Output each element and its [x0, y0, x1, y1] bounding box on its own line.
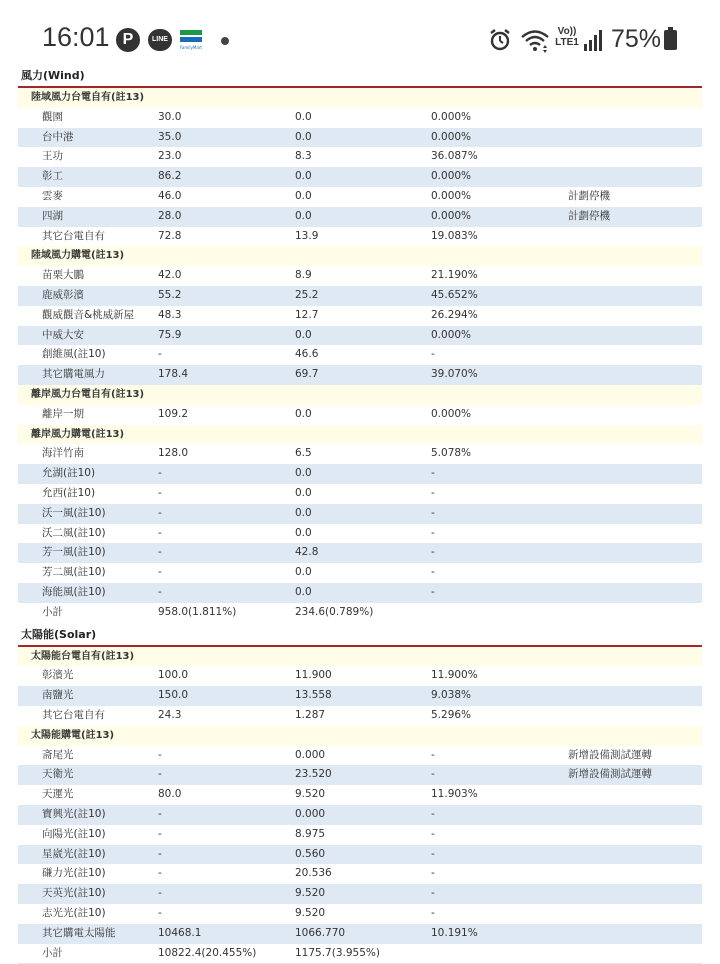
section-title: 太陽能(Solar) — [21, 627, 97, 641]
installed-capacity: 128.0 — [158, 447, 189, 460]
table-row — [18, 785, 702, 805]
unit-name: 離岸一期 — [42, 407, 84, 420]
installed-capacity: 109.2 — [158, 407, 189, 420]
net-generation: 1066.770 — [295, 926, 346, 939]
generation-ratio: 11.900% — [431, 669, 478, 682]
installed-capacity: 42.0 — [158, 269, 182, 282]
generation-ratio: 5.078% — [431, 447, 472, 460]
group-header — [18, 425, 702, 445]
generation-ratio: - — [431, 546, 435, 559]
installed-capacity: - — [158, 748, 162, 761]
remark: 計劃停機 — [568, 209, 610, 222]
unit-name: 磏力光(註10) — [42, 867, 106, 880]
table-row — [18, 924, 702, 944]
unit-name: 天運光 — [42, 788, 74, 801]
installed-capacity: - — [158, 808, 162, 820]
table-row — [18, 128, 702, 148]
unit-name: 彰工 — [42, 170, 63, 183]
installed-capacity: - — [158, 467, 162, 480]
net-generation: 0.0 — [295, 407, 312, 420]
battery-percent: 75% — [611, 25, 662, 53]
unit-name: 允西(註10) — [42, 487, 96, 499]
net-generation: 20.536 — [295, 867, 332, 880]
status-time: 16:01 — [42, 22, 110, 52]
net-generation: 0.000 — [295, 748, 326, 761]
unit-name: 其它台電自有 — [42, 229, 105, 242]
installed-capacity: 23.0 — [158, 150, 182, 163]
table-row — [18, 524, 702, 544]
group-header — [18, 647, 702, 667]
table-row — [18, 805, 702, 825]
generation-ratio: 0.000% — [431, 130, 472, 143]
battery-icon — [664, 30, 677, 50]
generation-ratio: 10.191% — [431, 926, 478, 939]
alarm-icon — [489, 26, 511, 54]
group-title: 陸域風力台電自有(註13) — [31, 92, 145, 103]
volte-icon: Vo)) LTE1 — [555, 26, 579, 48]
installed-capacity: - — [158, 887, 162, 900]
net-generation: 1.287 — [295, 709, 326, 721]
generation-ratio: 21.190% — [431, 269, 478, 282]
installed-capacity: 150.0 — [158, 689, 189, 702]
installed-capacity: - — [158, 586, 162, 598]
generation-ratio: 9.038% — [431, 689, 472, 702]
unit-name: 其它台電自有 — [42, 709, 105, 721]
table-row — [18, 286, 702, 306]
net-generation: 9.520 — [295, 887, 326, 900]
unit-name: 斋尾光 — [42, 748, 74, 761]
group-header — [18, 726, 702, 746]
subtotal-label: 小計 — [42, 605, 63, 618]
generation-ratio: - — [431, 348, 435, 361]
remark: 新增設備測試運轉 — [568, 768, 652, 781]
line-icon: LINE — [148, 29, 172, 51]
wifi-icon — [520, 26, 550, 54]
subtotal-label: 小計 — [42, 946, 63, 959]
subtotal-row — [18, 603, 702, 623]
status-bar — [0, 0, 720, 60]
installed-capacity: 46.0 — [158, 190, 182, 202]
net-generation: 8.9 — [295, 269, 312, 282]
group-title: 陸域風力購電(註13) — [31, 250, 125, 262]
signal-icon — [583, 26, 603, 54]
installed-capacity: - — [158, 827, 162, 840]
table-row — [18, 666, 702, 686]
table-row — [18, 167, 702, 187]
subtotal-capacity: 10822.4(20.455%) — [158, 946, 257, 959]
generation-ratio: - — [431, 827, 435, 840]
generation-ratio: - — [431, 526, 435, 539]
unit-name: 觀園 — [42, 110, 63, 123]
installed-capacity: 28.0 — [158, 209, 182, 222]
net-generation: 0.0 — [295, 170, 312, 183]
group-header — [18, 385, 702, 405]
table-row — [18, 345, 702, 365]
generation-ratio: - — [431, 566, 435, 579]
unit-name: 其它購電太陽能 — [42, 926, 116, 939]
net-generation: 0.0 — [295, 586, 312, 598]
unit-name: 向陽光(註10) — [42, 827, 106, 840]
net-generation: 13.558 — [295, 689, 332, 702]
generation-ratio: - — [431, 768, 435, 781]
unit-name: 星崴光(註10) — [42, 847, 106, 860]
section-header — [18, 623, 702, 647]
generation-ratio: 39.070% — [431, 368, 478, 381]
installed-capacity: 72.8 — [158, 229, 182, 242]
generation-ratio: 36.087% — [431, 150, 478, 163]
generation-ratio: 45.652% — [431, 289, 478, 301]
net-generation: 9.520 — [295, 788, 326, 801]
installed-capacity: - — [158, 768, 162, 781]
unit-name: 王功 — [42, 150, 63, 163]
installed-capacity: - — [158, 566, 162, 579]
subtotal-generation: 234.6(0.789%) — [295, 605, 374, 618]
group-title: 太陽能台電自有(註13) — [31, 650, 135, 662]
installed-capacity: - — [158, 867, 162, 880]
installed-capacity: - — [158, 487, 162, 499]
unit-name: 寶興光(註10) — [42, 808, 106, 820]
generation-ratio: 5.296% — [431, 709, 472, 721]
net-generation: 69.7 — [295, 368, 319, 381]
table-row — [18, 864, 702, 884]
generation-ratio: - — [431, 808, 435, 820]
net-generation: 9.520 — [295, 907, 326, 919]
group-title: 太陽能購電(註13) — [31, 729, 115, 741]
table-row — [18, 904, 702, 924]
unit-name: 南鹽光 — [42, 689, 74, 702]
section-header — [18, 64, 702, 88]
net-generation: 0.0 — [295, 467, 312, 480]
installed-capacity: 24.3 — [158, 709, 182, 721]
installed-capacity: 48.3 — [158, 308, 182, 321]
installed-capacity: - — [158, 506, 162, 519]
table-row — [18, 464, 702, 484]
unit-name: 志光光(註10) — [42, 907, 106, 919]
net-generation: 42.8 — [295, 546, 319, 559]
table-row — [18, 306, 702, 326]
unit-name: 四湖 — [42, 209, 63, 222]
unit-name: 苗栗大鵬 — [42, 269, 84, 282]
generation-ratio: 19.083% — [431, 229, 478, 242]
table-row — [18, 444, 702, 464]
net-generation: 8.975 — [295, 827, 326, 840]
group-title: 離岸風力台電自有(註13) — [31, 389, 145, 400]
generation-ratio: - — [431, 748, 435, 761]
table-row — [18, 746, 702, 766]
unit-name: 觀威觀音&桃威新屋 — [42, 308, 135, 321]
net-generation: 0.0 — [295, 526, 312, 539]
installed-capacity: 100.0 — [158, 669, 189, 682]
generation-ratio: - — [431, 867, 435, 880]
table-row — [18, 686, 702, 706]
table-row — [18, 108, 702, 128]
net-generation: 6.5 — [295, 447, 312, 460]
unit-name: 允湖(註10) — [42, 467, 96, 480]
net-generation: 0.0 — [295, 506, 312, 519]
table-row — [18, 563, 702, 583]
generation-ratio: 0.000% — [431, 190, 472, 202]
installed-capacity: 35.0 — [158, 130, 182, 143]
net-generation: 11.900 — [295, 669, 332, 682]
net-generation: 0.000 — [295, 808, 326, 820]
net-generation: 23.520 — [295, 768, 332, 781]
table-row — [18, 845, 702, 865]
generation-ratio: 0.000% — [431, 407, 472, 420]
unit-name: 芳一風(註10) — [42, 546, 106, 559]
table-row — [18, 504, 702, 524]
section-title: 風力(Wind) — [21, 69, 85, 82]
generation-ratio: - — [431, 847, 435, 860]
net-generation: 12.7 — [295, 308, 319, 321]
net-generation: 0.560 — [295, 847, 326, 860]
remark: 新增設備測試運轉 — [568, 748, 652, 761]
table-row — [18, 884, 702, 904]
table-row — [18, 365, 702, 385]
generation-ratio: 0.000% — [431, 209, 472, 222]
installed-capacity: 86.2 — [158, 170, 182, 183]
net-generation: 0.0 — [295, 328, 312, 341]
net-generation: 0.0 — [295, 487, 312, 499]
remark: 計劃停機 — [568, 190, 610, 202]
installed-capacity: 30.0 — [158, 110, 182, 123]
unit-name: 芳二風(註10) — [42, 566, 106, 579]
unit-name: 天衛光 — [42, 768, 74, 781]
unit-name: 沃一風(註10) — [42, 506, 106, 519]
table-row — [18, 825, 702, 845]
installed-capacity: 75.9 — [158, 328, 182, 341]
generation-ratio: - — [431, 586, 435, 598]
group-title: 離岸風力購電(註13) — [31, 428, 125, 440]
installed-capacity: 178.4 — [158, 368, 189, 381]
table-row — [18, 706, 702, 726]
net-generation: 8.3 — [295, 150, 312, 163]
net-generation: 0.0 — [295, 130, 312, 143]
installed-capacity: - — [158, 348, 162, 361]
table-row — [18, 187, 702, 207]
net-generation: 0.0 — [295, 190, 312, 202]
installed-capacity: 80.0 — [158, 788, 182, 801]
unit-name: 其它購電風力 — [42, 368, 105, 381]
generation-ratio: - — [431, 907, 435, 919]
net-generation: 46.6 — [295, 348, 319, 361]
notification-dot-icon — [221, 37, 229, 45]
generation-ratio: - — [431, 467, 435, 480]
unit-name: 台中港 — [42, 130, 74, 143]
p-icon: P — [116, 28, 140, 52]
generation-ratio: - — [431, 506, 435, 519]
unit-name: 沃二風(註10) — [42, 526, 106, 539]
group-header — [18, 246, 702, 266]
generation-ratio: 0.000% — [431, 110, 472, 123]
net-generation: 0.0 — [295, 110, 312, 123]
generation-ratio: 0.000% — [431, 170, 472, 183]
table-row — [18, 484, 702, 504]
unit-name: 創維風(註10) — [42, 348, 106, 361]
group-header — [18, 88, 702, 108]
installed-capacity: - — [158, 907, 162, 919]
table-row — [18, 583, 702, 603]
table-row — [18, 326, 702, 346]
installed-capacity: 10468.1 — [158, 926, 202, 939]
unit-name: 雲麥 — [42, 190, 63, 202]
unit-name: 天英光(註10) — [42, 887, 106, 900]
net-generation: 13.9 — [295, 229, 319, 242]
unit-name: 中威大安 — [42, 328, 84, 341]
table-row — [18, 405, 702, 425]
unit-name: 鹿威彰濱 — [42, 289, 84, 301]
table-row — [18, 266, 702, 286]
unit-name: 海洋竹南 — [42, 447, 84, 460]
installed-capacity: - — [158, 546, 162, 559]
generation-ratio: 26.294% — [431, 308, 478, 321]
installed-capacity: - — [158, 847, 162, 860]
generation-ratio: - — [431, 887, 435, 900]
generation-ratio: - — [431, 487, 435, 499]
table-row — [18, 543, 702, 563]
familymart-icon: FamilyMart — [180, 30, 202, 52]
table-row — [18, 207, 702, 227]
net-generation: 0.0 — [295, 209, 312, 222]
unit-name: 彰濱光 — [42, 669, 74, 682]
net-generation: 0.0 — [295, 566, 312, 579]
installed-capacity: - — [158, 526, 162, 539]
table-row — [18, 765, 702, 785]
net-generation: 25.2 — [295, 289, 319, 301]
generation-ratio: 11.903% — [431, 788, 478, 801]
table-row — [18, 227, 702, 247]
unit-name: 海能風(註10) — [42, 586, 106, 598]
table-row — [18, 147, 702, 167]
installed-capacity: 55.2 — [158, 289, 182, 301]
subtotal-row — [18, 944, 702, 964]
subtotal-capacity: 958.0(1.811%) — [158, 605, 237, 618]
subtotal-generation: 1175.7(3.955%) — [295, 946, 380, 959]
generation-ratio: 0.000% — [431, 328, 472, 341]
